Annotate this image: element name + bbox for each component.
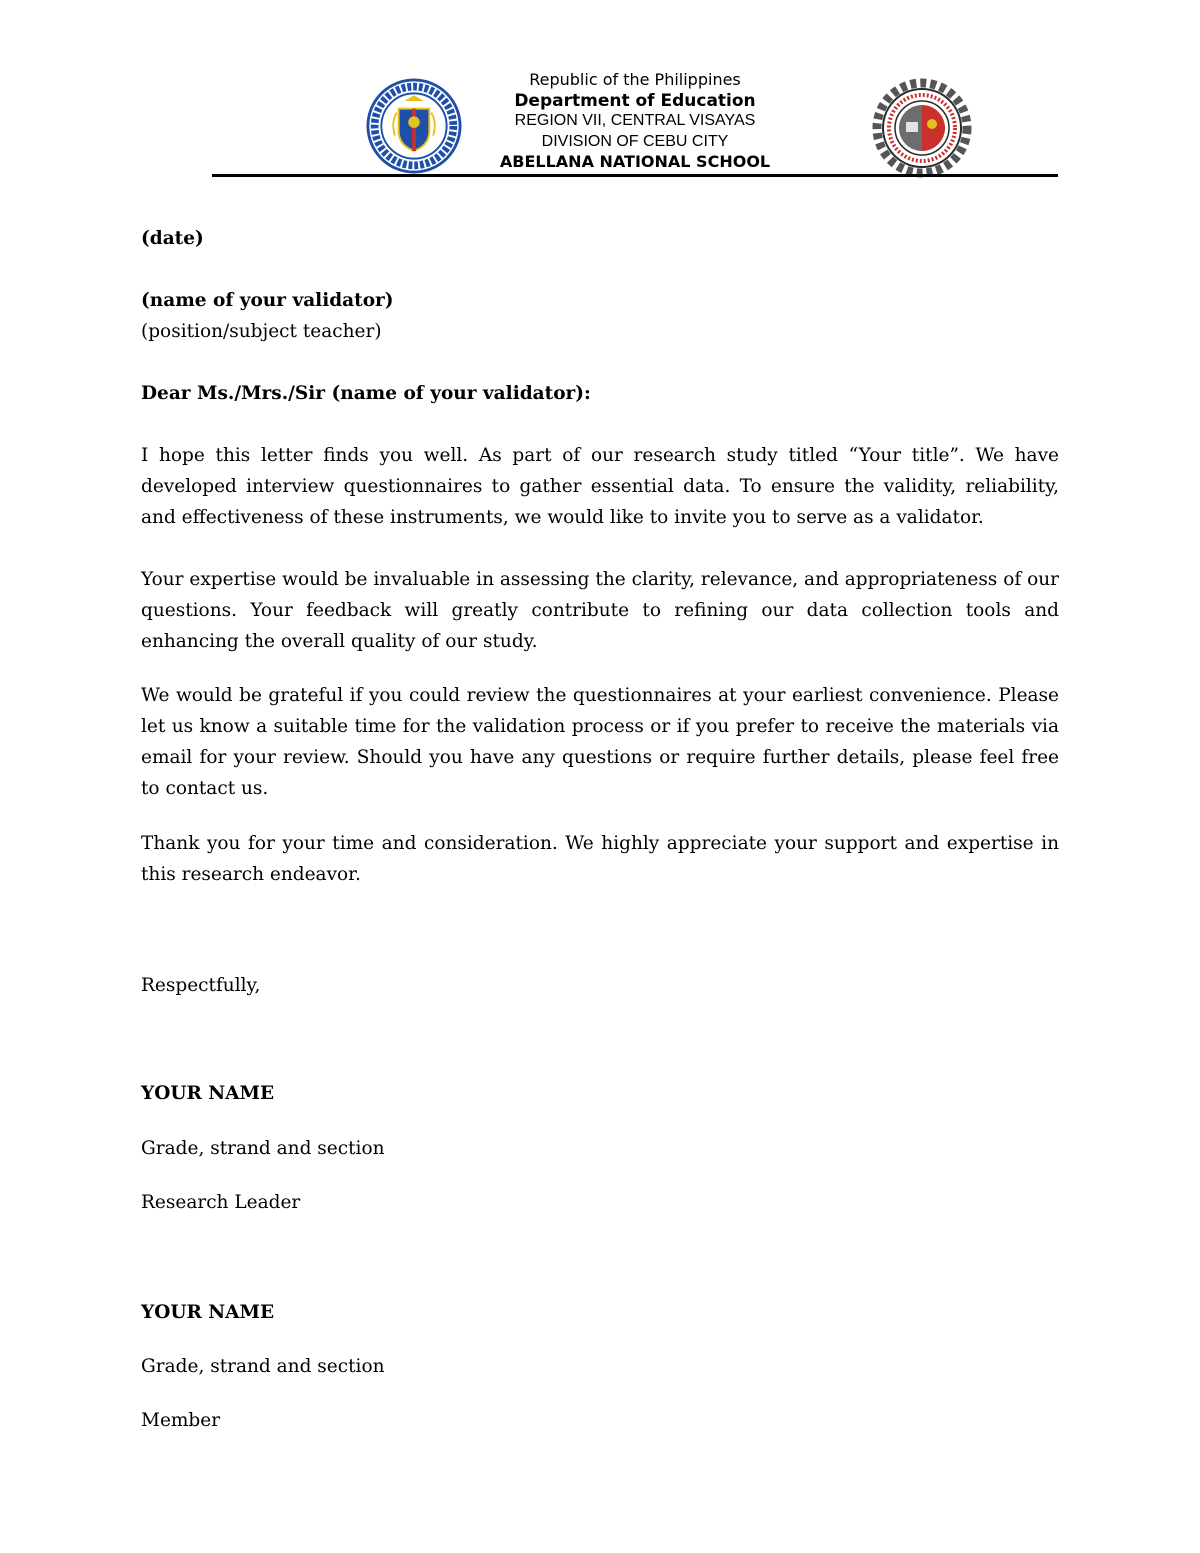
- salutation: Dear Ms./Mrs./Sir (name of your validator):: [141, 383, 591, 404]
- signatory-2-name: YOUR NAME: [141, 1302, 275, 1323]
- school-name: ABELLANA NATIONAL SCHOOL: [499, 152, 771, 171]
- closing: Respectfully,: [141, 975, 261, 996]
- region-label: REGION VII, CENTRAL VISAYAS: [514, 112, 756, 129]
- body-paragraph-3: We would be grateful if you could review the questionnaires at your earliest convenience. Please let us know a suitable time for the validation process or if you prefer to receive the materials via email for your review. Should you have any questions or require further details, please feel free to contact us.: [141, 685, 1059, 799]
- republic-label: Republic of the Philippines: [529, 70, 741, 89]
- division-label: DIVISION OF CEBU CITY: [541, 132, 729, 150]
- body-paragraph-2: Your expertise would be invaluable in assessing the clarity, relevance, and appropriateness of our questions. Your feedback will greatly contribute to refining our data collection tools and enhancing the overall quality of our study.: [141, 569, 1059, 652]
- signatory-1-name: YOUR NAME: [141, 1083, 275, 1104]
- letterhead-text: [460, 70, 810, 173]
- recipient-name: (name of your validator): [141, 290, 394, 311]
- signatory-1-role: Research Leader: [141, 1192, 301, 1213]
- body-paragraph-1: I hope this letter finds you well. As part of our research study titled “Your title”. We have developed interview questionnaires to gather essential data. To ensure the validity, reliability, and effectiveness of these instruments, we would like to invite you to serve as a validator.: [141, 445, 1059, 528]
- signatory-2-role: Member: [141, 1410, 221, 1431]
- letter-date: (date): [141, 228, 204, 249]
- deped-seal-icon: [366, 78, 462, 174]
- department-label: Department of Education: [514, 90, 756, 111]
- signatory-2-grade: Grade, strand and section: [141, 1356, 385, 1377]
- school-gear-seal-icon: [872, 78, 972, 178]
- signatory-1-grade: Grade, strand and section: [141, 1138, 385, 1159]
- body-paragraph-4: Thank you for your time and consideration. We highly appreciate your support and expertise in this research endeavor.: [141, 833, 1059, 885]
- header-divider: [212, 174, 1058, 177]
- letterhead: [0, 0, 1200, 180]
- recipient-position: (position/subject teacher): [141, 321, 382, 342]
